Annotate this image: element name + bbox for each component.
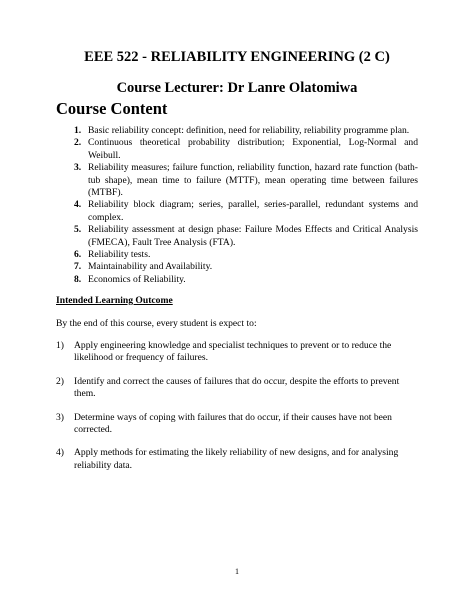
learning-outcome-heading: Intended Learning Outcome bbox=[56, 295, 173, 306]
list-item-number: 7. bbox=[74, 261, 82, 273]
list-item-number: 1) bbox=[56, 340, 64, 351]
list-item bbox=[56, 340, 418, 365]
list-item bbox=[56, 199, 418, 224]
learning-outcome-list bbox=[56, 340, 418, 483]
list-item-text: Maintainability and Availability. bbox=[88, 261, 213, 273]
list-item bbox=[56, 125, 418, 137]
list-item bbox=[56, 137, 418, 162]
list-item-text: Reliability measures; failure function, reliability function, hazard rate function (bath-tub shape), mean time to failure (MTTF), mean operating time between failures (MTBF). bbox=[88, 162, 418, 199]
list-item-number: 3) bbox=[56, 411, 64, 423]
course-content-heading: Course Content bbox=[56, 99, 168, 118]
list-item-number: 6. bbox=[74, 249, 82, 261]
page-number: 1 bbox=[235, 567, 239, 576]
list-item-text: Reliability tests. bbox=[88, 249, 151, 261]
list-item-text: Reliability assessment at design phase: Failure Modes Effects and Critical Analysis (FMECA), Fault Tree Analysis (FTA). bbox=[88, 224, 418, 248]
course-content-list bbox=[56, 125, 418, 286]
list-item-text: Apply methods for estimating the likely reliability of new designs, and for analysing reliability data. bbox=[74, 447, 399, 471]
list-item bbox=[56, 412, 418, 437]
list-item-number: 4) bbox=[56, 447, 64, 459]
list-item bbox=[56, 376, 418, 401]
list-item bbox=[56, 224, 418, 249]
list-item-text: Basic reliability concept: definition, need for reliability, reliability programme plan. bbox=[88, 125, 410, 136]
list-item-text: Apply engineering knowledge and specialist techniques to prevent or to reduce the likelihood or frequency of failures. bbox=[74, 340, 392, 364]
list-item-number: 2) bbox=[56, 375, 64, 387]
list-item-text: Reliability block diagram; series, parallel, series-parallel, redundant systems and complex. bbox=[88, 199, 418, 223]
list-item bbox=[56, 249, 418, 261]
list-item-number: 8. bbox=[74, 273, 82, 285]
list-item bbox=[56, 162, 418, 199]
list-item bbox=[56, 274, 418, 286]
list-item-number: 4. bbox=[74, 199, 82, 211]
course-lecturer: Course Lecturer: Dr Lanre Olatomiwa bbox=[116, 80, 358, 96]
learning-outcome-intro: By the end of this course, every student is expect to: bbox=[56, 318, 257, 329]
document-title: EEE 522 - RELIABILITY ENGINEERING (2 C) bbox=[84, 49, 390, 65]
list-item-text: Continuous theoretical probability distribution; Exponential, Log-Normal and Weibull. bbox=[88, 137, 418, 161]
list-item-number: 1. bbox=[74, 125, 82, 136]
list-item-text: Determine ways of coping with failures that do occur, if their causes have not been corrected. bbox=[74, 411, 392, 436]
list-item-text: Identify and correct the causes of failures that do occur, despite the efforts to prevent them. bbox=[74, 375, 400, 400]
list-item-text: Economics of Reliability. bbox=[88, 273, 186, 285]
list-item bbox=[56, 447, 418, 472]
list-item-number: 2. bbox=[74, 137, 82, 149]
list-item-number: 3. bbox=[74, 162, 82, 174]
list-item bbox=[56, 261, 418, 273]
list-item-number: 5. bbox=[74, 224, 82, 236]
